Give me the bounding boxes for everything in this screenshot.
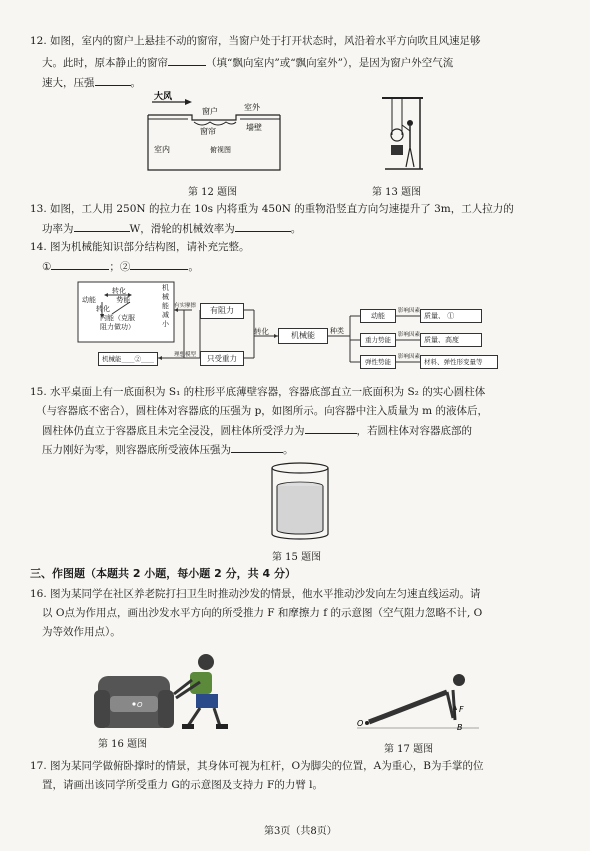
- fig14-kind-kinetic: 动能: [360, 309, 396, 323]
- q12-line2-a: 大。此时，原本静止的窗帘: [42, 57, 168, 69]
- fig14-factor-3: 影响因素: [398, 354, 421, 360]
- q14-sep: ；②: [109, 261, 131, 273]
- fig14-center-box: 机械能: [278, 328, 328, 344]
- fig14-left-potential: 势能: [116, 296, 131, 304]
- q15-line4-b: 。: [283, 444, 294, 456]
- q13-blank-2[interactable]: [235, 219, 291, 232]
- fig17-label-o: O: [357, 719, 364, 728]
- fig12-wind-label: 大风: [154, 92, 173, 102]
- q17-caption: 第 17 题图: [384, 744, 434, 755]
- q14-blank-2[interactable]: [130, 257, 188, 270]
- fig14-result-2: 质量、高度: [420, 333, 482, 347]
- q14-line1: 14. 图为机械能知识部分结构图，请补充完整。: [30, 241, 250, 253]
- fig14-left-convert-1: 转化: [112, 287, 126, 295]
- fig14-kinds-label: 种类: [330, 327, 344, 335]
- q12-line1: 12. 如图，室内的窗户上悬挂不动的窗帘，当窗户处于打开状态时，风沿着水平方向吹且风速足够: [30, 35, 481, 47]
- fig14-friction-box: 有阻力: [200, 303, 244, 319]
- fig12-window-label: 窗户: [202, 107, 218, 116]
- q17-line1: 17. 图为某同学做俯卧撑时的情景，其身体可视为杠杆，O为脚尖的位置，A为重心，B为手掌的位: [30, 760, 484, 772]
- q13-line1: 13. 如图，工人用 250N 的拉力在 10s 内将重为 450N 的重物沿竖直方向匀速提升了 3m，工人拉力的: [30, 203, 514, 215]
- fig14-structure-diagram: [72, 280, 502, 372]
- q15-line1: 15. 水平桌面上有一底面积为 S₁ 的柱形平底薄壁容器，容器底部直立一底面积为 S₂ 的实心圆柱体: [30, 386, 486, 398]
- fig14-result-1: 质量、 ①: [420, 309, 482, 323]
- q15-line3: [42, 421, 472, 440]
- fig12-hint-label: 俯视图: [210, 146, 231, 154]
- q15-line2: （与容器底不密合），圆柱体对容器底的压强为 p，如图所示。向容器中注入质量为 m 的液体后，: [36, 405, 488, 417]
- q12-line3-a: 速大，压强: [42, 77, 95, 89]
- fig17-pushup-scene: [355, 668, 481, 734]
- q13-line2-b: W，滑轮的机械效率为: [129, 223, 235, 235]
- fig12-window-diagram: [140, 90, 290, 182]
- fig14-left-row: [82, 296, 135, 305]
- fig14-left-box: [82, 287, 135, 332]
- fig14-factor-2: 影响因素: [398, 332, 421, 338]
- q17-line2: 置，请画出该同学所受重力 G的示意图及支持力 F的力臂 l。: [42, 779, 324, 791]
- fig16-point-o: O: [137, 701, 143, 709]
- page-footer: 第3页（共8页）: [264, 826, 337, 837]
- fig14-arrow-lower: 理想模型: [174, 352, 197, 358]
- q13-blank-1[interactable]: [74, 219, 130, 232]
- fig14-conserve-box: 机械能____②____: [98, 352, 158, 366]
- fig14-kind-gravity: 重力势能: [360, 333, 396, 347]
- fig12-wall-label: 墙壁: [246, 123, 262, 132]
- fig12-curtain-label: 窗帘: [200, 127, 216, 136]
- q16-line3: 为等效作用点）。: [42, 626, 121, 638]
- fig14-vertical-label: 机械能减小: [162, 284, 169, 328]
- q15-caption: 第 15 题图: [272, 552, 322, 563]
- fig16-sofa-scene: [92, 650, 238, 734]
- fig17-label-b: B: [457, 723, 463, 732]
- q12-line3-b: 。: [130, 77, 141, 89]
- q14-blanks: [42, 257, 199, 276]
- q12-blank-1[interactable]: [168, 53, 206, 66]
- q15-line4-a: 压力刚好为零，则容器底所受液体压强为: [42, 444, 231, 456]
- fig13-pulley-diagram: [380, 95, 425, 173]
- q14-blank-1[interactable]: [51, 257, 109, 270]
- q13-line2-c: 。: [290, 223, 302, 235]
- q16-caption: 第 16 题图: [98, 739, 148, 750]
- q12-line2-b: （填“飘向室内”或“飘向室外”），是因为窗户外空气流: [206, 57, 454, 69]
- q13-line2-a: 功率为: [42, 223, 74, 235]
- q15-blank-2[interactable]: [231, 440, 283, 453]
- q12-line2: [42, 53, 453, 72]
- fig14-result-3: 材料、弹性形变量等: [420, 355, 498, 369]
- q12-blank-2[interactable]: [95, 73, 131, 86]
- fig14-factor-1: 影响因素: [398, 308, 421, 314]
- fig14-left-resistance: 阻力做功）: [100, 323, 135, 331]
- fig14-only-gravity-box: 只受重力: [200, 351, 244, 366]
- q12-line3: [42, 73, 141, 92]
- fig14-arrow-upper: 有实摩擦: [174, 303, 197, 309]
- fig12-indoor-label: 室内: [154, 145, 170, 154]
- q16-line1: 16. 图为某同学在社区养老院打扫卫生时推动沙发的情景，他水平推动沙发向左匀速直线运动。请: [30, 588, 481, 600]
- q16-line2: 以 O点为作用点，画出沙发水平方向的所受推力 F 和摩擦力 f 的示意图（空气阻力忽略不计, O: [42, 607, 483, 619]
- q12-caption: 第 12 题图: [188, 187, 238, 198]
- q15-line3-b: ，若圆柱体对容器底部的: [356, 425, 472, 437]
- fig14-left-internal: 内能（克服: [100, 314, 135, 322]
- fig17-label-f: F: [459, 705, 464, 714]
- q13-caption: 第 13 题图: [372, 187, 422, 198]
- fig14-convert-label: 转化: [254, 327, 269, 336]
- fig14-left-kinetic: 动能: [82, 296, 96, 304]
- q14-end: 。: [188, 261, 199, 273]
- fig12-outdoor-label: 室外: [244, 103, 260, 112]
- section3-title: 三、作图题（本题共 2 小题，每小题 2 分，共 4 分）: [30, 567, 296, 580]
- fig14-left-convert-2: 转化: [96, 305, 110, 313]
- q14-blank1-label: ①: [42, 261, 52, 273]
- fig14-kind-elastic: 弹性势能: [360, 355, 396, 369]
- q13-line2: [42, 219, 301, 238]
- q15-line3-a: 圆柱体仍直立于容器底且未完全浸没，圆柱体所受浮力为: [42, 425, 305, 437]
- q15-line4: [42, 440, 294, 459]
- q15-blank-1[interactable]: [305, 421, 357, 434]
- fig15-container-diagram: [268, 460, 332, 544]
